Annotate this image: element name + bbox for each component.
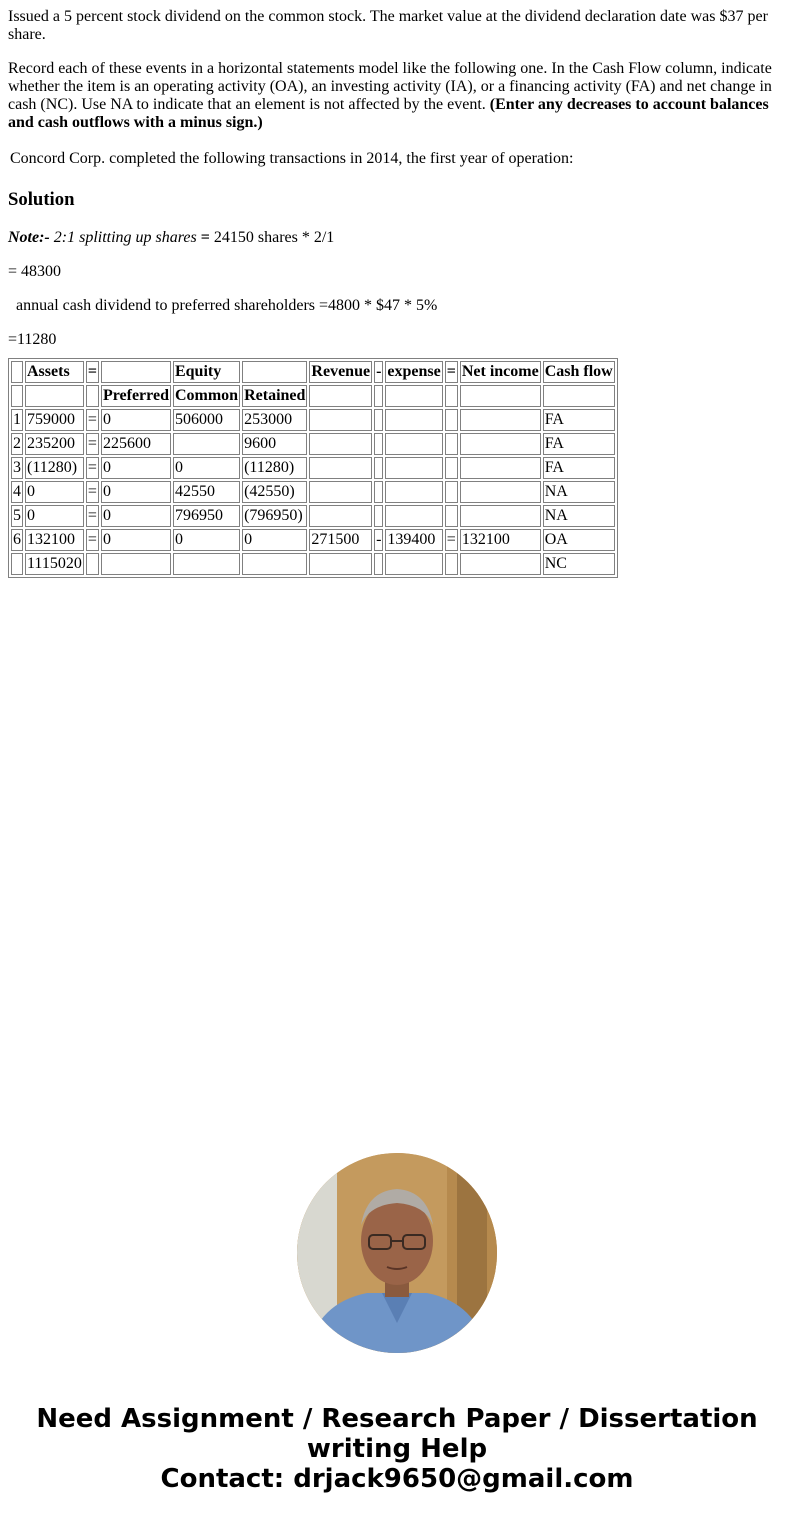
table-header-cell xyxy=(445,385,458,407)
table-cell xyxy=(460,433,541,455)
table-row xyxy=(11,529,615,551)
table-cell: 6 xyxy=(11,529,23,551)
table-cell: 2 xyxy=(11,433,23,455)
table-cell: 0 xyxy=(242,529,307,551)
table-cell: = xyxy=(86,529,99,551)
author-avatar xyxy=(297,1153,497,1353)
table-header-cell xyxy=(11,361,23,383)
table-cell: 253000 xyxy=(242,409,307,431)
table-cell: 132100 xyxy=(25,529,84,551)
table-cell: 759000 xyxy=(25,409,84,431)
table-cell xyxy=(445,481,458,503)
promo-line-2: writing Help xyxy=(306,1434,488,1464)
table-cell xyxy=(460,457,541,479)
note-italic: 2:1 splitting up shares xyxy=(49,229,201,246)
table-cell xyxy=(309,553,372,575)
table-header-cell: Assets xyxy=(25,361,84,383)
table-cell: 0 xyxy=(101,505,171,527)
question-paragraph-2 xyxy=(8,60,784,132)
table-cell xyxy=(445,505,458,527)
table-cell: 235200 xyxy=(25,433,84,455)
table-cell: = xyxy=(86,481,99,503)
table-cell xyxy=(374,481,383,503)
table-cell: 1 xyxy=(11,409,23,431)
table-cell: 796950 xyxy=(173,505,240,527)
note-rest: 24150 shares * 2/1 xyxy=(209,229,335,246)
promo-line-1: Need Assignment / Research Paper / Dissertation xyxy=(36,1404,758,1434)
table-cell: 42550 xyxy=(173,481,240,503)
question-paragraph-1: Issued a 5 percent stock dividend on the common stock. The market value at the dividend declaration date was $37 per share. xyxy=(8,8,768,43)
table-cell: (796950) xyxy=(242,505,307,527)
table-cell: 0 xyxy=(25,505,84,527)
table-header-cell xyxy=(374,385,383,407)
table-cell xyxy=(445,409,458,431)
table-cell: OA xyxy=(543,529,615,551)
table-cell xyxy=(445,457,458,479)
promo-banner xyxy=(0,1404,794,1494)
table-cell xyxy=(385,457,442,479)
question-paragraph-3: Concord Corp. completed the following transactions in 2014, the first year of operation: xyxy=(10,150,574,167)
table-header-cell xyxy=(86,385,99,407)
table-cell: = xyxy=(445,529,458,551)
table-cell: = xyxy=(86,505,99,527)
table-subheader-row xyxy=(11,385,615,407)
table-cell: 0 xyxy=(101,529,171,551)
table-cell xyxy=(445,433,458,455)
table-cell: (42550) xyxy=(242,481,307,503)
table-cell: 506000 xyxy=(173,409,240,431)
table-header-cell: = xyxy=(445,361,458,383)
solution-heading: Solution xyxy=(8,189,75,210)
table-cell xyxy=(374,505,383,527)
table-cell xyxy=(309,481,372,503)
table-cell xyxy=(374,457,383,479)
solution-line-3-text: annual cash dividend to preferred shareholders =4800 * $47 * 5% xyxy=(16,297,438,314)
table-cell: 1115020 xyxy=(25,553,84,575)
table-cell xyxy=(173,433,240,455)
table-header-cell xyxy=(460,385,541,407)
table-cell: 132100 xyxy=(460,529,541,551)
table-cell: 9600 xyxy=(242,433,307,455)
table-cell: (11280) xyxy=(242,457,307,479)
instructions-bold-text: (Enter any decreases to account balances and cash outflows with a minus sign.) xyxy=(8,96,769,131)
table-header-row xyxy=(11,361,615,383)
table-cell: FA xyxy=(543,409,615,431)
table-cell xyxy=(309,409,372,431)
table-cell xyxy=(385,505,442,527)
table-cell xyxy=(460,505,541,527)
table-cell xyxy=(242,553,307,575)
table-header-cell: = xyxy=(86,361,99,383)
table-row xyxy=(11,457,615,479)
table-cell: = xyxy=(86,433,99,455)
table-header-cell xyxy=(543,385,615,407)
author-photo-illustration xyxy=(297,1153,497,1353)
table-cell xyxy=(385,409,442,431)
table-cell xyxy=(374,409,383,431)
table-cell xyxy=(385,553,442,575)
table-cell xyxy=(374,433,383,455)
table-cell xyxy=(460,481,541,503)
table-cell: 4 xyxy=(11,481,23,503)
table-cell: = xyxy=(86,409,99,431)
table-cell xyxy=(173,553,240,575)
table-cell: FA xyxy=(543,433,615,455)
solution-note xyxy=(8,229,334,247)
table-cell xyxy=(101,553,171,575)
table-cell: NA xyxy=(543,481,615,503)
table-cell: 3 xyxy=(11,457,23,479)
table-cell: (11280) xyxy=(25,457,84,479)
table-header-cell xyxy=(25,385,84,407)
table-header-cell: Net income xyxy=(460,361,541,383)
table-header-cell xyxy=(242,361,307,383)
table-header-cell: Common xyxy=(173,385,240,407)
table-cell: NA xyxy=(543,505,615,527)
table-header-cell xyxy=(309,385,372,407)
table-cell: 271500 xyxy=(309,529,372,551)
table-cell xyxy=(309,433,372,455)
table-cell: 0 xyxy=(173,529,240,551)
table-cell xyxy=(86,553,99,575)
table-header-cell xyxy=(385,385,442,407)
table-cell xyxy=(11,553,23,575)
solution-line-2: = 48300 xyxy=(8,263,62,280)
table-row xyxy=(11,409,615,431)
table-header-cell: Retained xyxy=(242,385,307,407)
table-cell: 0 xyxy=(101,457,171,479)
table-cell xyxy=(460,409,541,431)
table-cell: - xyxy=(374,529,383,551)
instructions-text: Record each of these events in a horizontal statements model like the following one. In the Cash Flow column, indicate whether the item is an operating activity (OA), an investing activity (IA), or a financing activity (FA) and net change in cash (NC). Use NA to indicate that an element is not affected by the event. xyxy=(8,60,772,113)
table-cell xyxy=(374,553,383,575)
table-cell: 0 xyxy=(101,409,171,431)
table-cell: NC xyxy=(543,553,615,575)
table-header-cell xyxy=(11,385,23,407)
table-cell xyxy=(385,433,442,455)
promo-contact: Contact: drjack9650@gmail.com xyxy=(160,1464,634,1494)
note-equals: = xyxy=(200,229,210,246)
table-cell xyxy=(445,553,458,575)
table-row xyxy=(11,505,615,527)
table-cell: 0 xyxy=(173,457,240,479)
table-header-cell: expense xyxy=(385,361,442,383)
table-cell: 0 xyxy=(101,481,171,503)
table-header-cell xyxy=(101,361,171,383)
solution-line-4: =11280 xyxy=(8,331,57,348)
horizontal-statements-table xyxy=(8,358,618,578)
table-header-cell: Equity xyxy=(173,361,240,383)
table-cell xyxy=(460,553,541,575)
table-header-cell: - xyxy=(374,361,383,383)
table-row xyxy=(11,481,615,503)
table-cell: = xyxy=(86,457,99,479)
solution-line-3 xyxy=(8,297,437,315)
table-cell: 139400 xyxy=(385,529,442,551)
table-cell: 5 xyxy=(11,505,23,527)
table-header-cell: Cash flow xyxy=(543,361,615,383)
table-header-cell: Preferred xyxy=(101,385,171,407)
table-cell: 225600 xyxy=(101,433,171,455)
note-label: Note:- xyxy=(8,229,50,246)
table-cell xyxy=(309,505,372,527)
table-cell: 0 xyxy=(25,481,84,503)
table-header-cell: Revenue xyxy=(309,361,372,383)
table-cell: FA xyxy=(543,457,615,479)
table-cell xyxy=(385,481,442,503)
table-row xyxy=(11,553,615,575)
table-row xyxy=(11,433,615,455)
table-cell xyxy=(309,457,372,479)
